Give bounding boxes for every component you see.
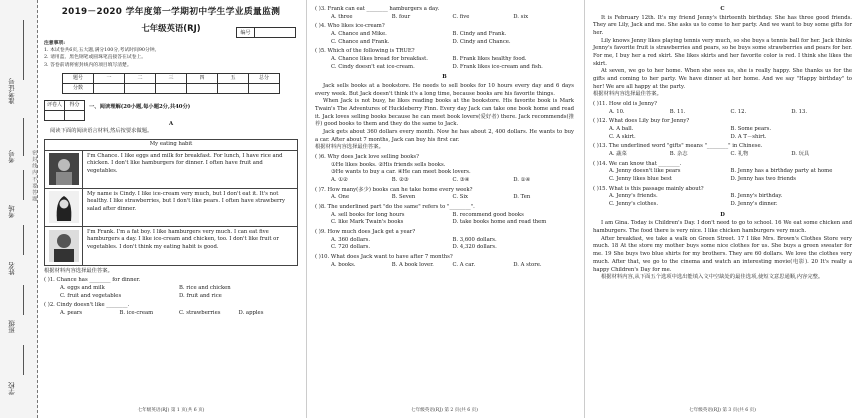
passage-paragraph: I am Gina. Today is Children's Day. I don't need to go to school. 16 We eat some chicken and hamburgers. The food there is very nice. I like chicken hamburgers very much. (593, 220, 852, 235)
grader-cell[interactable] (45, 110, 65, 120)
option[interactable]: A. books. (331, 261, 356, 268)
option[interactable]: C. A skirt. (609, 133, 636, 140)
score-cell[interactable] (187, 83, 218, 93)
fill-line (23, 118, 24, 156)
score-cell[interactable] (65, 110, 85, 120)
options (593, 168, 852, 183)
score-cell[interactable] (249, 83, 280, 93)
question-3: ( )3. Frank can eat ________ hamburgers a day. (315, 6, 440, 12)
option[interactable]: C. Six (452, 194, 469, 201)
option[interactable]: A. sell books for long hours (331, 211, 405, 218)
instruction: 根据材料内容,从下面五个选项中选出能填入文中空缺处的最佳选项,使短文意思通顺,内容完整。 (601, 274, 824, 281)
fill-line (23, 20, 24, 80)
exam-subtitle: 七年级英语(RJ) (141, 22, 201, 33)
q6-statement: ③He wants to buy a car. ④He can meet book lovers. (331, 169, 471, 176)
person-text: I'm Frank. I'm a fat boy. I like hamburgers very much. I can eat five hamburgers a day. I like ice-cream and chicken, too. I don't like fruit or vegetables. I don't think my eating habit is good. (87, 228, 279, 251)
boy-photo-icon (45, 151, 83, 188)
options (315, 31, 574, 46)
option[interactable]: A. Chance likes bread for breakfast. (331, 56, 428, 63)
score-cell[interactable] (94, 83, 125, 93)
number-box (236, 27, 296, 38)
page-2 (306, 0, 582, 418)
option[interactable]: C. Chance and Frank. (331, 38, 390, 45)
option[interactable]: A. 360 dollars. (331, 236, 371, 243)
score-header-cell: 一 (94, 73, 125, 83)
option[interactable]: D. Frank likes ice-cream and fish. (452, 63, 543, 70)
options (315, 237, 574, 252)
passage-paragraph: It is February 12th. It's my friend Jenny's thirteenth birthday. She has three good friends. They are Lily, Jack and me. She asks us to come to her party. And we want to buy some gifts for her. (593, 14, 852, 37)
option[interactable]: A. A ball. (609, 126, 634, 133)
options (315, 212, 574, 227)
option[interactable]: D. Ten (513, 194, 531, 201)
page-3 (584, 0, 860, 418)
score-header-cell: 二 (125, 73, 156, 83)
option[interactable]: B. ice-cream (119, 310, 154, 317)
option[interactable]: C. 720 dollars. (331, 244, 371, 251)
note-item: 1. 本试卷共6页,五大题,满分100分,考试时间90分钟。 (44, 48, 160, 54)
grader-label: 评卷人 (45, 100, 65, 110)
score-table (62, 73, 280, 94)
girl-photo-icon (45, 189, 83, 226)
option[interactable]: D. take books home and read them (452, 219, 547, 226)
option[interactable]: D. apples (238, 310, 264, 317)
fill-line (23, 285, 24, 315)
score-cell[interactable] (156, 83, 187, 93)
options (315, 194, 574, 202)
score-header-cell: 四 (187, 73, 218, 83)
question-8: ( )8. The underlined part "do the same" refers to "________". (315, 204, 475, 211)
section-1-title: 一、阅读理解(20小题,每小题2分,共40分) (89, 104, 191, 111)
label-class: 班级 (8, 320, 16, 333)
option[interactable]: B. A book lover. (391, 261, 434, 268)
question-4: ( )4. Who likes ice-cream? (315, 23, 385, 30)
options (593, 109, 852, 117)
section-d-label: D (720, 211, 725, 218)
notes (44, 40, 298, 69)
option[interactable]: D. Cindy and Chance. (452, 38, 511, 45)
passage-paragraph: At seven, we go to her home. When she sees us, she is really happy. She thanks us for the gifts and coming to her party. We have dinner at her home. And we say "Happy birthday" to her! We are all happy at the party. (593, 68, 852, 90)
section-c-label: C (720, 6, 725, 12)
page-footer: 七年级英语(RJ) 第 3 页(共 6 页) (689, 408, 756, 414)
question-7: ( )7. How many(多少) books can he take home every week? (315, 186, 473, 193)
label-name: 姓名 (8, 262, 16, 275)
option[interactable]: B. Jenny has a birthday party at home (730, 168, 833, 175)
option[interactable]: A. 蔬菜 (609, 151, 627, 158)
boy-photo-icon (45, 227, 83, 265)
option[interactable]: B. 3,600 dollars. (452, 236, 497, 243)
person-text: My name is Cindy. I like ice-cream very much, but I don't eat it. It's not healthy. I like strawberries, but I don't like pears. I often have strawberry salad after dinner. (87, 190, 286, 213)
question-6: ( )6. Why does Jack love selling books? (315, 154, 419, 161)
score-header-cell: 题号 (63, 73, 94, 83)
score-header-cell: 总分 (249, 73, 280, 83)
option[interactable]: D. A store. (513, 261, 542, 268)
passage-paragraph: Jack sells books at a bookstore. He needs to sell books for 10 hours every day and 6 days every week. But Jack doesn't think it's a long time, because books are his favorite things. (315, 83, 574, 97)
q6-statement: ①He likes books. ②His friends sells books. (331, 161, 446, 168)
note-item: 2. 请用蓝、黑色钢笔或圆珠笔直接答在试卷上。 (44, 55, 147, 61)
option[interactable]: B. Frank likes healthy food. (452, 56, 527, 63)
person-frank (45, 227, 297, 265)
label-exam-number: 考号 (8, 150, 16, 163)
question-10: ( )10. What does Jack want to have after 7 months? (315, 254, 453, 261)
person-cindy (45, 189, 297, 227)
question-1: ( )1. Chance has ________ for dinner. (44, 277, 141, 284)
section-a-label: A (168, 120, 174, 127)
option[interactable]: C. like Mark Twain's books (331, 219, 404, 226)
option[interactable]: C. ③④ (452, 177, 470, 184)
options (593, 193, 852, 208)
option[interactable]: B. 杂志 (669, 151, 688, 158)
number-label: 编号 (237, 28, 255, 37)
page-footer: 七年级英语(RJ) 第 1 页(共 6 页) (137, 408, 205, 414)
passage-paragraph: Lily knows Jenny likes playing tennis very much, so she buys a tennis ball for her. Jack thinks Jenny's favorite fruit is strawberries and pears, so he buys some strawberries and pears for her. For me, I buy her a red skirt. She likes skirts and her favorite color is red. I think she likes the skirt. (593, 37, 852, 67)
option[interactable]: C. Jenny's clothes. (609, 201, 659, 208)
option[interactable]: D. A T－shirt. (730, 133, 767, 140)
option[interactable]: B. Cindy and Frank. (452, 31, 507, 38)
score-header-cell: 五 (218, 73, 249, 83)
person-text: I'm Chance. I like eggs and milk for breakfast. For lunch, I have rice and chicken. I don't like hamburgers for dinner. I often have fruit and vegetables. (87, 152, 283, 175)
option[interactable]: C. A car. (452, 261, 475, 268)
options (315, 177, 574, 185)
options (315, 14, 574, 22)
note-item: 3. 答卷前请将密封线内的项目填写清楚。 (44, 62, 132, 68)
label-school: 学校 (8, 382, 16, 395)
passage-paragraph: Jack gets about 360 dollars every month. Now he has about 2, 400 dollars. He wants to buy a car. After about 7 months, Jack can buy his first car. (315, 129, 574, 143)
option[interactable]: B. Jenny's birthday. (730, 193, 783, 200)
seal-line-text: 密 封 线 内 不 要 答 题 (31, 150, 38, 202)
option[interactable]: A. Jenny doesn't like pears (609, 168, 681, 175)
option[interactable]: B. 11. (669, 108, 686, 115)
score-row-label: 分数 (63, 83, 94, 93)
option[interactable]: C. five (452, 13, 470, 20)
score-label: 得分 (65, 100, 85, 110)
options (315, 56, 574, 71)
instruction: 根据材料内容选择最佳答案。 (44, 267, 113, 274)
question-9: ( )9. How much does Jack get a year? (315, 229, 416, 236)
option[interactable]: B. Seven (391, 194, 416, 201)
option[interactable]: C. strawberries (179, 310, 221, 317)
label-room: 考场 (8, 205, 16, 218)
question-15: ( )15. What is this passage mainly about? (593, 185, 704, 192)
passage-paragraph: When Jack is not busy, he likes reading books at the bookstore. His favorite book is Mark Twain's The Adventures of Huckleberry Finn. Every day Jack can take one book home and read it. Jack loves selling books because he can meet book lovers(爱好者) there. Jack recommends(推荐) good books to them and they do the same to Jack. (315, 98, 574, 128)
option[interactable]: D. 13. (791, 108, 808, 115)
page-1 (38, 0, 304, 418)
question-5: ( )5. Which of the following is TRUE? (315, 48, 415, 55)
option[interactable]: A. eggs and milk (60, 285, 105, 292)
grader-table (44, 100, 85, 121)
option[interactable]: D. ①④ (513, 177, 531, 184)
option[interactable]: D. 4,320 dollars. (452, 244, 497, 251)
option[interactable]: C. 礼物 (730, 151, 749, 158)
question-14: ( )14. We can know that ________. (593, 160, 682, 167)
score-cell[interactable] (125, 83, 156, 93)
option[interactable]: A. three (331, 13, 353, 20)
option[interactable]: A. ①② (331, 177, 348, 184)
question-12: ( )12. What does Lily buy for Jenny? (593, 118, 690, 125)
notes-title: 注意事项: (44, 39, 65, 46)
score-cell[interactable] (218, 83, 249, 93)
option[interactable]: B. four (391, 13, 411, 20)
instruction: 根据材料内容选择最佳答案。 (593, 91, 662, 98)
question-13: ( )13. The underlined word "gifts" means "________" in Chinese. (593, 143, 763, 150)
passage-paragraph: After breakfast, we take a walk on Green Street. 17 I like Mrs. Brown's Clothes Store very much. 18 At the store my mother buys some nice clothes for us. She buys a green sweater for me. 19 She buys two blue shirts for my brothers. They are 60 dollars. We love the clothes very much. After that, we go to the cinema and watch an interesting movie(电影). 20 It's really a happy Children's Day for me. (593, 235, 852, 273)
option[interactable]: B. rice and chicken (179, 285, 231, 292)
question-11: ( )11. How old is Jenny? (593, 101, 657, 108)
option[interactable]: D. Jenny's dinner. (730, 201, 778, 208)
option[interactable]: C. Jenny likes blue best (609, 176, 672, 183)
exam-title: 2019－2020 学年度第一学期初中学生学业质量监测 (61, 7, 281, 17)
option[interactable]: C. 12. (730, 108, 747, 115)
option[interactable]: A. One (331, 194, 350, 201)
options (593, 126, 852, 141)
fill-line (23, 225, 24, 255)
option[interactable]: A. 10. (609, 108, 625, 115)
fill-line (23, 345, 24, 375)
score-header-cell: 三 (156, 73, 187, 83)
section-b-label: B (442, 74, 447, 81)
option[interactable]: A. Chance and Mike. (331, 31, 387, 38)
options (44, 310, 298, 318)
box-title: My eating habit (45, 140, 297, 151)
fill-line (23, 170, 24, 200)
label-exam-id: 准考证号 (8, 78, 16, 104)
option[interactable]: C. Cindy doesn't eat ice-cream. (331, 63, 415, 70)
option[interactable]: D. six (513, 13, 529, 20)
option[interactable]: B. ②③ (391, 177, 409, 184)
options (44, 285, 298, 300)
instruction-a: 阅读下面的阅读语言材料,然后按要求做题。 (50, 128, 153, 135)
binding-margin (0, 0, 38, 418)
option[interactable]: D. fruit and rice (179, 292, 222, 299)
options (593, 151, 852, 159)
options (315, 262, 574, 270)
instruction: 根据材料内容选择最佳答案。 (315, 144, 384, 151)
page-footer: 七年级英语(RJ) 第 2 页(共 6 页) (411, 408, 478, 414)
option[interactable]: A. pears (60, 310, 83, 317)
option[interactable]: D. Jenny has two friends (730, 176, 797, 183)
option[interactable]: D. 玩具 (791, 151, 810, 158)
option[interactable]: A. Jenny's friends. (609, 193, 658, 200)
option[interactable]: B. recommend good books (452, 211, 524, 218)
option[interactable]: B. Some pears. (730, 126, 772, 133)
question-2: ( )2. Cindy doesn't like ________. (44, 302, 130, 309)
eating-habit-box (44, 139, 298, 266)
option[interactable]: C. fruit and vegetables (60, 292, 122, 299)
person-chance (45, 151, 297, 189)
